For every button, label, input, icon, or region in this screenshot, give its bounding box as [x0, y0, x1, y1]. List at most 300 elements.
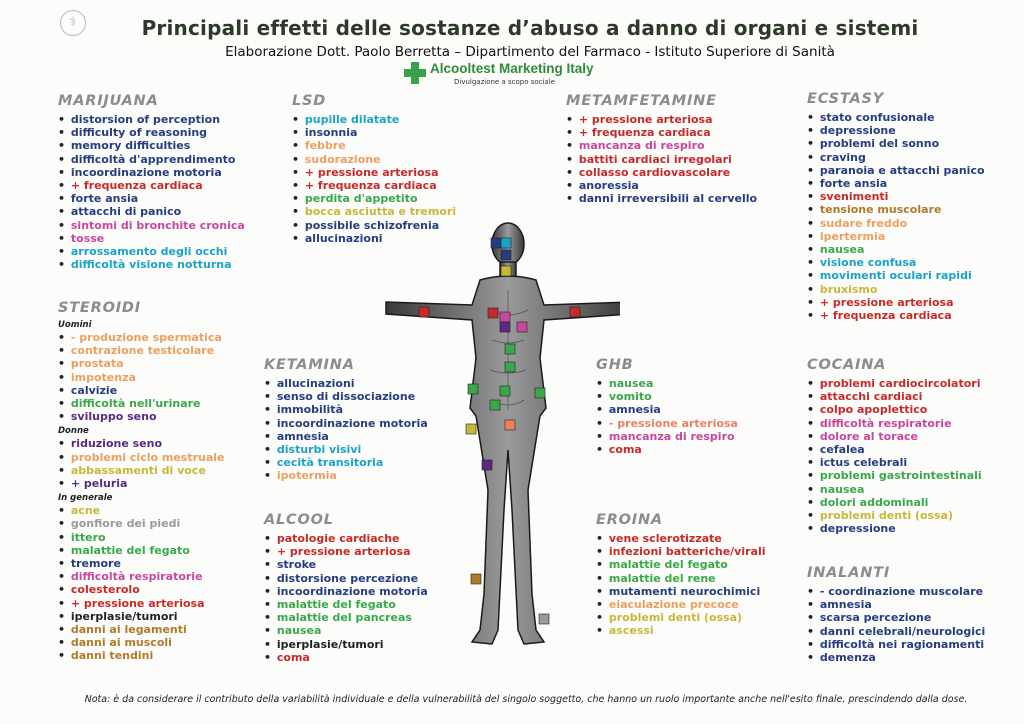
- bullet-icon: •: [807, 456, 818, 470]
- bullet-icon: •: [807, 585, 818, 598]
- list-item-text: demenza: [819, 651, 876, 665]
- bullet-icon: •: [807, 295, 818, 309]
- list-item: [596, 611, 766, 624]
- section-ecstasy: [807, 91, 985, 322]
- list-item: [807, 269, 985, 282]
- list-item-text: distorsione percezione: [276, 571, 419, 585]
- list-item-text: gonfiore dei piedi: [70, 517, 181, 531]
- list-item-text: movimenti oculari rapidi: [819, 269, 972, 283]
- list-item-text: amnesia: [276, 429, 329, 443]
- list-item-text: problemi denti (ossa): [608, 611, 743, 625]
- list-item-text: possibile schizofrenia: [304, 218, 440, 232]
- bullet-icon: •: [58, 357, 69, 371]
- section-steroidi: [58, 300, 225, 663]
- list-item-text: problemi del sonno: [819, 137, 940, 151]
- list-item-text: acne: [70, 504, 101, 518]
- bullet-icon: •: [292, 113, 303, 126]
- list-item-text: - pressione arteriosa: [608, 416, 738, 430]
- bullet-icon: •: [58, 609, 69, 623]
- organ-marker: [466, 424, 476, 434]
- list-item-text: danni celebrali/neurologici: [819, 624, 986, 638]
- list-item: [807, 483, 982, 496]
- list-item: [596, 545, 766, 558]
- list-item: [58, 437, 225, 450]
- list-item-text: sudorazione: [304, 152, 381, 166]
- list-item-text: - coordinazione muscolare: [819, 585, 984, 598]
- footer-note: Nota: è da considerare il contributo della variabilità individuale e della vulnerabilità del singolo soggetto, che hanno un ruolo importante anche nell'esito finale, prescindendo dalla dose.: [84, 694, 968, 705]
- bullet-icon: •: [807, 150, 818, 164]
- bullet-icon: •: [58, 463, 69, 477]
- list-item: [807, 283, 985, 296]
- section-title: GHB: [596, 357, 634, 373]
- list-item-text: cecità transitoria: [276, 456, 384, 470]
- list-item-text: + frequenza cardiaca: [819, 309, 952, 323]
- bullet-icon: •: [264, 558, 275, 572]
- section-title: STEROIDI: [58, 300, 141, 316]
- bullet-icon: •: [807, 377, 818, 390]
- bullet-icon: •: [807, 598, 818, 612]
- list-item: [58, 583, 225, 596]
- bullet-icon: •: [596, 377, 607, 390]
- bullet-icon: •: [807, 216, 818, 230]
- list-item: [566, 126, 757, 139]
- bullet-icon: •: [807, 111, 818, 124]
- list-item-text: danni ai legamenti: [70, 623, 187, 637]
- group-label-uomini: Uomini: [58, 320, 92, 330]
- bullet-icon: •: [264, 571, 275, 585]
- list-item: [292, 139, 456, 152]
- list-item: [596, 572, 766, 585]
- bullet-icon: •: [264, 611, 275, 625]
- bullet-icon: •: [58, 596, 69, 610]
- section-marijuana: [58, 93, 245, 271]
- list-item: [596, 598, 766, 611]
- bullet-icon: •: [58, 231, 69, 245]
- bullet-icon: •: [58, 113, 69, 126]
- list-item-text: svenimenti: [819, 190, 889, 204]
- list-item-text: difficoltà respiratorie: [70, 570, 203, 584]
- list-item: [58, 179, 245, 192]
- bullet-icon: •: [566, 179, 577, 193]
- list-item: [58, 384, 225, 397]
- bullet-icon: •: [807, 243, 818, 257]
- list-item-text: allucinazioni: [304, 231, 383, 245]
- list-item: [58, 557, 225, 570]
- bullet-icon: •: [292, 218, 303, 232]
- organ-marker: [471, 574, 481, 584]
- bullet-icon: •: [807, 163, 818, 177]
- bullet-icon: •: [596, 624, 607, 638]
- list-item: [566, 166, 757, 179]
- list-item-text: + pressione arteriosa: [578, 113, 713, 126]
- list-item: [807, 390, 982, 403]
- bullet-icon: •: [292, 205, 303, 219]
- list-item: [58, 331, 225, 344]
- bullet-icon: •: [807, 495, 818, 509]
- bullet-icon: •: [596, 416, 607, 430]
- organ-marker: [501, 266, 511, 276]
- bullet-icon: •: [292, 192, 303, 206]
- bullet-icon: •: [292, 179, 303, 193]
- list-item: [292, 192, 456, 205]
- section-cocaina: [807, 357, 982, 535]
- bullet-icon: •: [58, 383, 69, 397]
- list-item: [807, 309, 985, 322]
- list-item-text: disturbi visivi: [276, 443, 362, 457]
- list-item-text: tensione muscolare: [819, 203, 942, 217]
- list-item-text: difficoltà nei ragionamenti: [819, 637, 985, 651]
- bullet-icon: •: [58, 450, 69, 464]
- list-item: [807, 151, 985, 164]
- list-item: [807, 430, 982, 443]
- list-item-text: depressione: [819, 124, 896, 138]
- list-item: [807, 443, 982, 456]
- list-item: [292, 179, 456, 192]
- section-title: INALANTI: [807, 565, 891, 581]
- section-metamfetamine: [566, 93, 757, 205]
- list-item: [807, 177, 985, 190]
- list-item-text: malattie del pancreas: [276, 611, 412, 625]
- bullet-icon: •: [58, 437, 69, 451]
- list-item-text: problemi gastrointestinali: [819, 469, 982, 483]
- list-item-text: ittero: [70, 530, 106, 544]
- list-item: [58, 544, 225, 557]
- bullet-icon: •: [264, 403, 275, 417]
- bullet-icon: •: [58, 205, 69, 219]
- list-item-text: danni ai muscoli: [70, 636, 172, 650]
- organ-marker: [500, 386, 510, 396]
- bullet-icon: •: [264, 545, 275, 559]
- list-item: [807, 403, 982, 416]
- bullet-icon: •: [58, 636, 69, 650]
- list-item: [58, 371, 225, 384]
- section-title: METAMFETAMINE: [566, 93, 717, 109]
- list-item: [58, 649, 225, 662]
- organ-marker: [488, 308, 498, 318]
- list-item-text: nausea: [819, 482, 865, 496]
- list-item: [807, 625, 985, 638]
- list-item-text: - produzione spermatica: [70, 331, 222, 344]
- effects-list: [807, 377, 982, 535]
- list-item: [58, 570, 225, 583]
- organ-marker: [570, 307, 580, 317]
- list-item: [58, 464, 225, 477]
- list-item-text: impotenza: [70, 370, 136, 384]
- bullet-icon: •: [596, 443, 607, 457]
- list-item-text: riduzione seno: [70, 437, 163, 451]
- bullet-icon: •: [807, 469, 818, 483]
- bullet-icon: •: [807, 429, 818, 443]
- bullet-icon: •: [58, 504, 69, 518]
- list-item: [58, 139, 245, 152]
- bullet-icon: •: [807, 651, 818, 665]
- bullet-icon: •: [58, 139, 69, 153]
- bullet-icon: •: [596, 571, 607, 585]
- bullet-icon: •: [58, 557, 69, 571]
- bullet-icon: •: [58, 192, 69, 206]
- list-item-text: malattie del fegato: [70, 543, 190, 557]
- bullet-icon: •: [566, 192, 577, 206]
- page-title: Principali effetti delle sostanze d’abuso a danno di organi e sistemi: [141, 16, 919, 40]
- bullet-icon: •: [292, 139, 303, 153]
- list-item: [58, 192, 245, 205]
- list-item-text: difficoltà d'apprendimento: [70, 152, 236, 166]
- list-item-text: incoordinazione motoria: [276, 584, 428, 598]
- list-item-text: + peluria: [70, 477, 128, 491]
- list-item-text: + pressione arteriosa: [819, 295, 954, 309]
- bullet-icon: •: [807, 282, 818, 296]
- list-item: [566, 139, 757, 152]
- bullet-icon: •: [566, 126, 577, 140]
- bullet-icon: •: [264, 584, 275, 598]
- organ-marker: [539, 614, 549, 624]
- bullet-icon: •: [807, 403, 818, 417]
- list-item: [58, 477, 225, 490]
- list-item-text: arrossamento degli occhi: [70, 245, 228, 259]
- bullet-icon: •: [264, 456, 275, 470]
- bullet-icon: •: [58, 623, 69, 637]
- list-item: [58, 410, 225, 423]
- bullet-icon: •: [807, 416, 818, 430]
- section-title: COCAINA: [807, 357, 887, 373]
- list-item: [58, 113, 245, 126]
- list-item-text: senso di dissociazione: [276, 390, 416, 404]
- list-item: [807, 377, 982, 390]
- list-item-text: collasso cardiovascolare: [578, 165, 731, 179]
- effects-list-donne: [58, 437, 225, 490]
- organ-marker: [500, 312, 510, 322]
- bullet-icon: •: [58, 583, 69, 597]
- list-item-text: immobilità: [276, 403, 343, 417]
- list-item-text: patologie cardiache: [276, 532, 400, 545]
- list-item: [58, 126, 245, 139]
- bullet-icon: •: [58, 370, 69, 384]
- organ-marker: [491, 238, 501, 248]
- list-item-text: cefalea: [819, 443, 865, 457]
- organ-marker: [500, 322, 510, 332]
- list-item-text: sviluppo seno: [70, 410, 157, 424]
- bullet-icon: •: [264, 429, 275, 443]
- list-item-text: difficoltà nell'urinare: [70, 397, 201, 411]
- bullet-icon: •: [58, 126, 69, 140]
- list-item-text: stroke: [276, 558, 317, 572]
- bullet-icon: •: [292, 126, 303, 140]
- bullet-icon: •: [596, 532, 607, 545]
- list-item: [807, 124, 985, 137]
- list-item-text: problemi ciclo mestruale: [70, 450, 225, 464]
- list-item-text: nausea: [819, 243, 865, 257]
- list-item-text: mutamenti neurochimici: [608, 584, 761, 598]
- list-item: [596, 558, 766, 571]
- effects-list: [566, 113, 757, 205]
- bullet-icon: •: [58, 245, 69, 259]
- list-item-text: scarsa percezione: [819, 611, 932, 625]
- list-item-text: perdita d'appetito: [304, 192, 418, 206]
- list-item-text: nausea: [276, 624, 322, 638]
- list-item: [807, 638, 985, 651]
- organ-marker: [490, 400, 500, 410]
- bullet-icon: •: [596, 598, 607, 612]
- list-item-text: malattie del fegato: [276, 598, 396, 612]
- bullet-icon: •: [264, 598, 275, 612]
- list-item: [292, 113, 456, 126]
- list-item: [292, 126, 456, 139]
- list-item-text: colesterolo: [70, 583, 140, 597]
- list-item-text: amnesia: [608, 403, 661, 417]
- list-item: [807, 190, 985, 203]
- bullet-icon: •: [596, 611, 607, 625]
- list-item: [58, 153, 245, 166]
- section-title: MARIJUANA: [58, 93, 159, 109]
- list-item: [807, 509, 982, 522]
- bullet-icon: •: [807, 190, 818, 204]
- effects-list: [807, 585, 985, 664]
- bullet-icon: •: [807, 229, 818, 243]
- list-item: [58, 597, 225, 610]
- list-item: [596, 624, 766, 637]
- organ-marker: [505, 344, 515, 354]
- bullet-icon: •: [264, 650, 275, 664]
- list-item: [807, 522, 982, 535]
- bullet-icon: •: [807, 443, 818, 457]
- bullet-icon: •: [58, 570, 69, 584]
- list-item: [566, 179, 757, 192]
- list-item-text: depressione: [819, 522, 896, 536]
- list-item-text: mancanza di respiro: [578, 139, 705, 153]
- list-item: [807, 256, 985, 269]
- section-title: KETAMINA: [264, 357, 355, 373]
- list-item-text: ipertermia: [819, 229, 886, 243]
- bullet-icon: •: [58, 165, 69, 179]
- bullet-icon: •: [807, 309, 818, 323]
- bullet-icon: •: [264, 443, 275, 457]
- bullet-icon: •: [596, 584, 607, 598]
- list-item: [566, 113, 757, 126]
- list-item-text: difficoltà visione notturna: [70, 258, 232, 272]
- list-item: [58, 504, 225, 517]
- list-item-text: + frequenza cardiaca: [304, 179, 437, 193]
- organ-marker: [501, 250, 511, 260]
- list-item-text: incoordinazione motoria: [70, 165, 222, 179]
- bullet-icon: •: [292, 165, 303, 179]
- organ-marker: [505, 420, 515, 430]
- list-item: [566, 153, 757, 166]
- bullet-icon: •: [264, 637, 275, 651]
- list-item-text: ipotermia: [276, 469, 337, 483]
- list-item-text: danni tendini: [70, 649, 154, 663]
- bullet-icon: •: [807, 124, 818, 138]
- bullet-icon: •: [566, 165, 577, 179]
- brand-tagline: Divulgazione a scopo sociale: [454, 78, 555, 86]
- list-item: [58, 344, 225, 357]
- bullet-icon: •: [807, 137, 818, 151]
- list-item-text: + frequenza cardiaca: [70, 179, 203, 193]
- bullet-icon: •: [807, 637, 818, 651]
- section-title: LSD: [292, 93, 327, 109]
- list-item: [807, 585, 985, 598]
- bullet-icon: •: [58, 477, 69, 491]
- list-item: [58, 531, 225, 544]
- list-item-text: danni irreversibili al cervello: [578, 192, 758, 206]
- bullet-icon: •: [58, 410, 69, 424]
- list-item-text: attacchi di panico: [70, 205, 182, 219]
- section-inalanti: [807, 565, 985, 664]
- list-item-text: insonnia: [304, 126, 358, 140]
- list-item: [807, 137, 985, 150]
- list-item-text: prostata: [70, 357, 124, 371]
- list-item-text: forte ansia: [70, 192, 139, 206]
- list-item-text: nausea: [608, 377, 654, 390]
- effects-list: [807, 111, 985, 322]
- list-item-text: iperplasie/tumori: [70, 609, 178, 623]
- effects-list-uomini: [58, 331, 225, 423]
- bullet-icon: •: [596, 429, 607, 443]
- institute-logo-icon: ⚕: [60, 10, 86, 36]
- list-item-text: calvizie: [70, 383, 118, 397]
- list-item: [807, 296, 985, 309]
- list-item-text: eiaculazione precoce: [608, 598, 739, 612]
- bullet-icon: •: [807, 509, 818, 523]
- list-item-text: amnesia: [819, 598, 872, 612]
- section-eroina: [596, 512, 766, 638]
- bullet-icon: •: [58, 530, 69, 544]
- list-item-text: dolori addominali: [819, 495, 929, 509]
- list-item-text: visione confusa: [819, 256, 917, 270]
- list-item: [58, 610, 225, 623]
- list-item-text: dolore al torace: [819, 429, 919, 443]
- list-item-text: vene sclerotizzate: [608, 532, 722, 545]
- list-item-text: abbassamenti di voce: [70, 463, 206, 477]
- bullet-icon: •: [807, 390, 818, 404]
- organ-marker: [505, 362, 515, 372]
- bullet-icon: •: [566, 139, 577, 153]
- list-item-text: malattie del fegato: [608, 558, 728, 572]
- list-item-text: malattie del rene: [608, 571, 716, 585]
- list-item-text: ascessi: [608, 624, 654, 638]
- list-item-text: problemi cardiocircolatori: [819, 377, 981, 390]
- brand-name: Alcooltest Marketing Italy: [430, 61, 594, 76]
- section-title: ALCOOL: [264, 512, 334, 528]
- bullet-icon: •: [58, 543, 69, 557]
- organ-marker: [501, 238, 511, 248]
- list-item-text: forte ansia: [819, 177, 888, 191]
- organ-marker: [535, 388, 545, 398]
- list-item-text: sudare freddo: [819, 216, 908, 230]
- list-item-text: craving: [819, 150, 866, 164]
- bullet-icon: •: [58, 179, 69, 193]
- list-item: [58, 219, 245, 232]
- list-item: [807, 417, 982, 430]
- effects-list: [58, 113, 245, 271]
- list-item-text: tremore: [70, 557, 121, 571]
- list-item: [292, 153, 456, 166]
- list-item: [292, 166, 456, 179]
- list-item-text: colpo apoplettico: [819, 403, 928, 417]
- bullet-icon: •: [264, 532, 275, 545]
- list-item-text: ictus celebrali: [819, 456, 908, 470]
- list-item-text: sintomi di bronchite cronica: [70, 218, 245, 232]
- bullet-icon: •: [264, 390, 275, 404]
- list-item: [807, 456, 982, 469]
- bullet-icon: •: [807, 203, 818, 217]
- list-item-text: + pressione arteriosa: [276, 545, 411, 559]
- list-item: [58, 245, 245, 258]
- list-item: [807, 469, 982, 482]
- list-item-text: + frequenza cardiaca: [578, 126, 711, 140]
- list-item-text: pupille dilatate: [304, 113, 400, 126]
- list-item-text: battiti cardiaci irregolari: [578, 152, 732, 166]
- list-item-text: stato confusionale: [819, 111, 935, 124]
